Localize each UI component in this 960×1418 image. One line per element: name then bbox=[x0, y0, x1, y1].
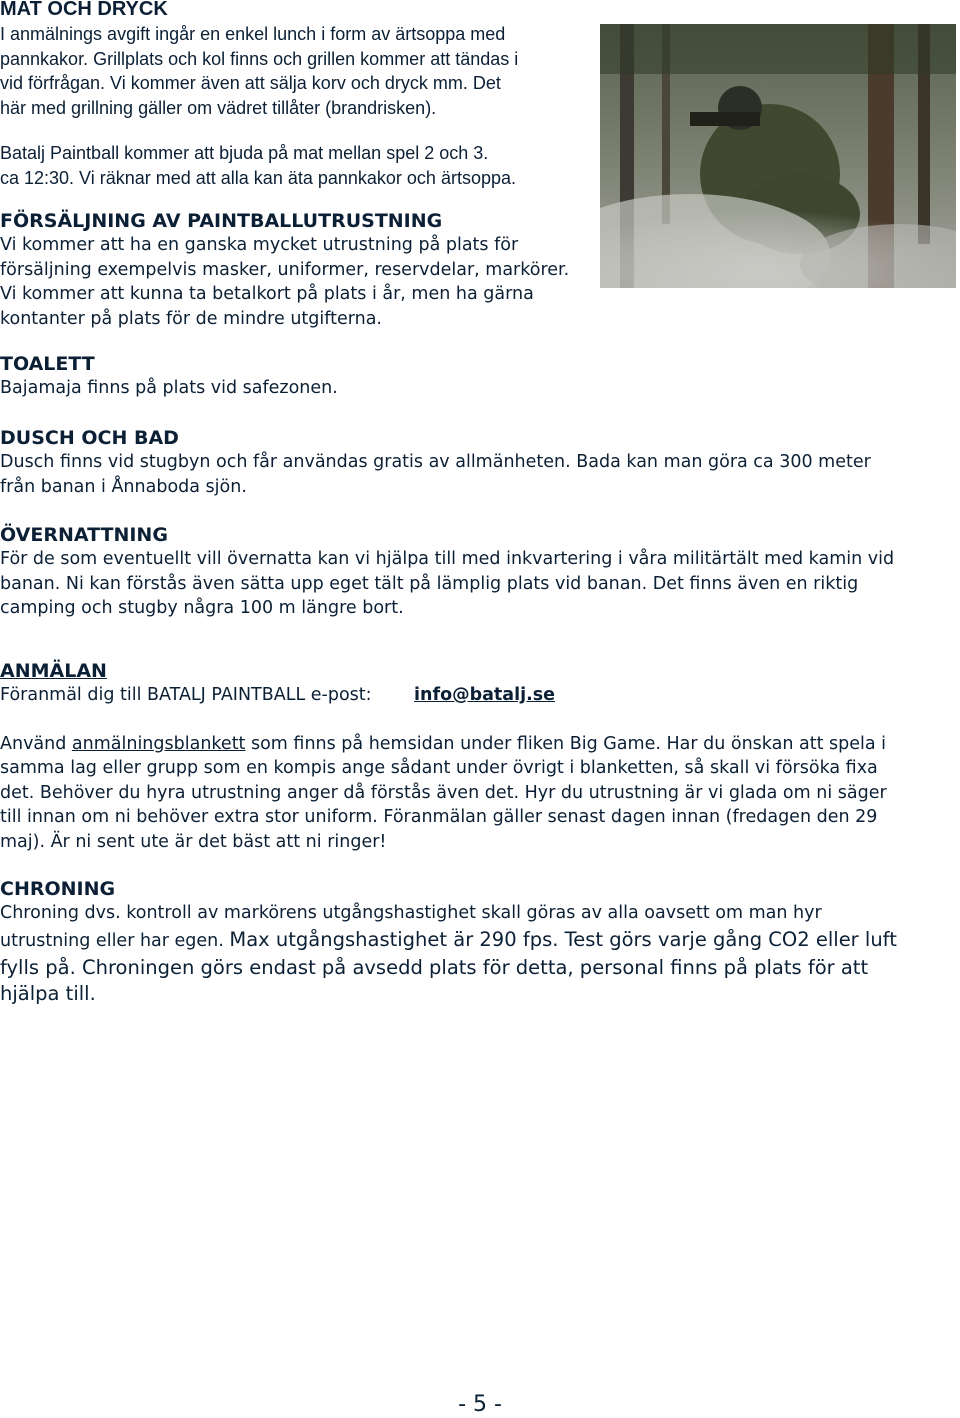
text-line: maj). Är ni sent ute är det bäst att ni ringer! bbox=[0, 831, 387, 852]
section-overnattning bbox=[0, 523, 894, 621]
anmalningsblankett-link[interactable]: anmälningsblankett bbox=[71, 733, 246, 754]
text-line: ca 12:30. Vi räknar med att alla kan äta pannkakor och ärtsoppa. bbox=[0, 167, 516, 188]
text-line: hjälpa till. bbox=[0, 981, 96, 1005]
paintball-player-photo bbox=[600, 24, 956, 288]
section-anmalan bbox=[0, 659, 960, 854]
email-row bbox=[0, 683, 960, 708]
heading-chroning: CHRONING bbox=[0, 878, 116, 900]
text-line: camping och stugby några 100 m längre bort. bbox=[0, 598, 404, 618]
text-line: från banan i Ånnaboda sjön. bbox=[0, 476, 247, 497]
mat-paragraph-1 bbox=[0, 22, 518, 120]
page-number: - 5 - bbox=[458, 1392, 502, 1417]
text-line bbox=[0, 926, 897, 955]
heading-toalett: TOALETT bbox=[0, 353, 95, 375]
text-line: banan. Ni kan förstås även sätta upp eget tält på lämplig plats vid banan. Det finns även en riktig bbox=[0, 573, 859, 594]
section-toalett bbox=[0, 352, 338, 401]
text-line: Batalj Paintball kommer att bjuda på mat mellan spel 2 och 3. bbox=[0, 143, 489, 163]
text-line: kontanter på plats för de mindre utgifterna. bbox=[0, 308, 382, 329]
text-line: pannkakor. Grillplats och kol finns och grillen kommer att tändas i bbox=[0, 48, 519, 69]
mat-paragraph-2 bbox=[0, 141, 516, 190]
heading-forsaljning: FÖRSÄLJNING AV PAINTBALLUTRUSTNING bbox=[0, 210, 443, 232]
text-line bbox=[0, 732, 960, 757]
text-line: I anmälnings avgift ingår en enkel lunch i form av ärtsoppa med bbox=[0, 24, 506, 44]
text-line: För de som eventuellt vill övernatta kan vi hjälpa till med inkvartering i våra militärtält med kamin vid bbox=[0, 549, 895, 569]
text-line: Vi kommer att ha en ganska mycket utrustning på plats för bbox=[0, 235, 519, 255]
text-fragment: Max utgångshastighet är 290 fps. Test görs varje gång CO2 eller luft bbox=[229, 927, 897, 951]
text-line: vid förfrågan. Vi kommer även att sälja korv och dryck mm. Det bbox=[0, 73, 501, 93]
heading-overnattning: ÖVERNATTNING bbox=[0, 524, 168, 546]
text-line: Dusch finns vid stugbyn och får användas gratis av allmänheten. Bada kan man göra ca 300 meter bbox=[0, 452, 871, 472]
heading-anmalan: ANMÄLAN bbox=[0, 660, 107, 682]
text-line: här med grillning gäller om vädret tillåter (brandrisken). bbox=[0, 97, 437, 118]
section-mat-och-dryck bbox=[0, 0, 168, 21]
email-label: Föranmäl dig till BATALJ PAINTBALL e-post: bbox=[0, 685, 372, 705]
text-line: samma lag eller grupp som en kompis ange sådant under övrigt i blanketten, så skall vi försöka fixa bbox=[0, 758, 878, 778]
heading-dusch-och-bad: DUSCH OCH BAD bbox=[0, 427, 179, 449]
text-fragment: utrustning eller har egen. bbox=[0, 930, 230, 951]
text-line: försäljning exempelvis masker, uniformer, reservdelar, markörer. bbox=[0, 259, 570, 280]
text-line: Vi kommer att kunna ta betalkort på plats i år, men ha gärna bbox=[0, 284, 534, 304]
text-line: Chroning dvs. kontroll av markörens utgångshastighet skall göras av alla oavsett om man hyr bbox=[0, 903, 822, 923]
text-line: fylls på. Chroningen görs endast på avsedd plats för detta, personal finns på plats för att bbox=[0, 955, 869, 979]
text-fragment: som finns på hemsidan under fliken Big Game. Har du önskan att spela i bbox=[245, 733, 887, 754]
heading-mat-och-dryck: MAT OCH DRYCK bbox=[0, 0, 168, 20]
text-line: det. Behöver du hyra utrustning anger då förstås även det. Hyr du utrustning är vi glada om ni säger bbox=[0, 782, 887, 803]
text-line: Bajamaja finns på plats vid safezonen. bbox=[0, 378, 338, 398]
section-dusch-och-bad bbox=[0, 426, 871, 499]
text-fragment: Använd bbox=[0, 733, 72, 754]
section-forsaljning bbox=[0, 209, 569, 331]
text-line: till innan om ni behöver extra stor uniform. Föranmälan gäller senast dagen innan (fredagen den 29 bbox=[0, 807, 878, 827]
email-link[interactable]: info@batalj.se bbox=[414, 685, 556, 705]
section-chroning bbox=[0, 877, 897, 1007]
